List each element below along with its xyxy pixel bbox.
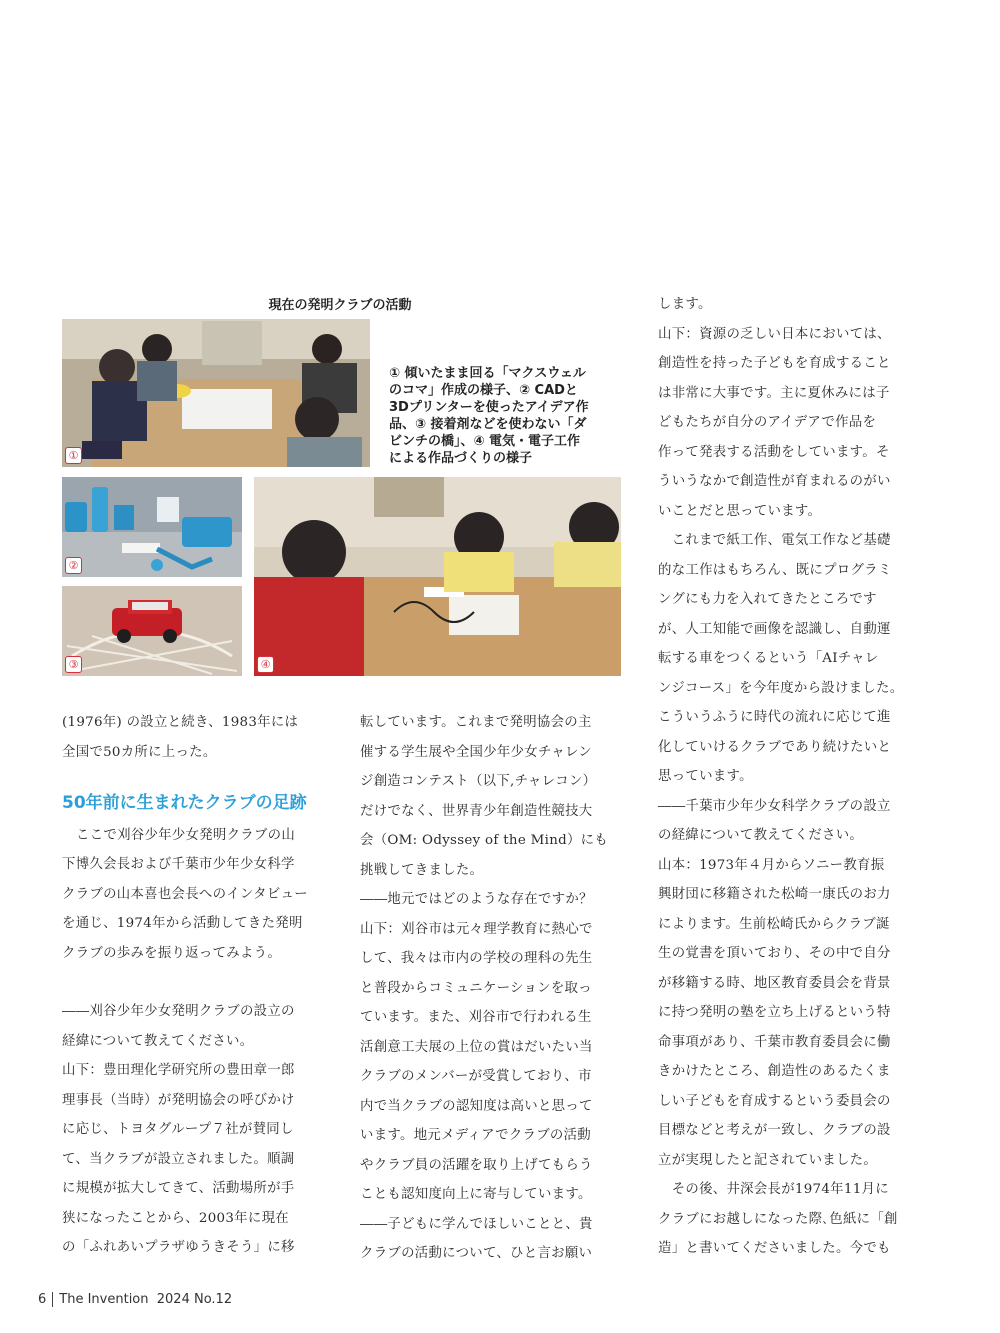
question-line: 経緯について教えてください。 [62, 1033, 254, 1049]
text-line: 山下：豊田理化学研究所の豊田章一郎 [62, 1063, 295, 1078]
question-line: ――刈谷少年少女発明クラブの設立の [62, 1004, 295, 1019]
text-line: 催する学生展や全国少年少女チャレン [360, 744, 593, 760]
question-line: クラブの活動について、ひと言お願い [360, 1246, 593, 1261]
text-line: は非常に大事です。主に夏休みには子 [658, 385, 890, 401]
text-line: の「ふれあいプラザゆうきそう」に移 [62, 1240, 295, 1255]
page-number: 6 [38, 1292, 47, 1307]
caption-line: 品、③ 接着剤などを使わない「ダ [389, 417, 587, 432]
text-line: きかけたところ、創造性のあるたくま [658, 1064, 891, 1079]
photos-title: 現在の発明クラブの活動 [268, 298, 412, 313]
text-line: します。 [658, 297, 712, 312]
text-line: だけでなく、世界青少年創造性競技大 [360, 803, 593, 819]
text-line: こういうふうに時代の流れに応じて進 [658, 710, 891, 725]
text-line: 化していけるクラブであり続けたいと [658, 739, 892, 755]
text-line: ています。また、刈谷市で行われる生 [360, 1010, 592, 1025]
text-line: これまで紙工作、電気工作など基礎 [658, 533, 891, 548]
text-line: 下博久会長および千葉市少年少女科学 [62, 857, 295, 872]
text-line: 思っています。 [658, 769, 753, 784]
text-line: が移籍する時、地区教育委員会を背景 [658, 975, 891, 991]
text-line: によります。生前松崎氏からクラブ誕 [658, 916, 890, 932]
text-line: に持つ発明の塾を立ち上げるという特 [658, 1005, 891, 1020]
text-line: と普段からコミュニケーションを取っ [360, 980, 592, 996]
photo-number-2: ② [65, 557, 82, 574]
text-line: (1976年) の設立と続き、1983年には [62, 715, 299, 730]
text-line: 創造性を持った子どもを育成すること [658, 356, 891, 371]
caption-line: ビンチの橋」、④ 電気・電子工作 [389, 434, 581, 449]
text-line: 興財団に移籍された松崎一康氏のお力 [658, 887, 891, 902]
text-line: 作って発表する活動をしています。そ [658, 444, 890, 460]
text-line: クラブのメンバーが受賞しており、市 [360, 1069, 592, 1084]
text-line: 内で当クラブの認知度は高いと思って [360, 1098, 593, 1114]
text-line: ンジコース」を今年度から設けました。 [658, 680, 904, 696]
photo-2-image [62, 477, 242, 577]
text-line: て、当クラブが設立されました。順調 [62, 1151, 295, 1167]
text-line: いことだと思っています。 [658, 503, 822, 519]
text-line: クラブの歩みを振り返ってみよう。 [62, 945, 282, 961]
caption-line: のコマ」作成の様子、② CADと [389, 383, 578, 398]
text-line: して、我々は市内の学校の理科の先生 [360, 951, 593, 966]
text-line: 命事項があり、千葉市教育委員会に働 [658, 1034, 891, 1050]
text-line: ここで刈谷少年少女発明クラブの山 [76, 827, 296, 843]
footer-divider [52, 1292, 53, 1307]
page-footer [38, 1292, 232, 1307]
text-line: に応じ、トヨタグループ７社が賛同し [62, 1122, 294, 1137]
text-line: 全国で50カ所に上った。 [62, 744, 217, 760]
text-line: います。地元メディアでクラブの活動 [360, 1128, 591, 1143]
text-line: やクラブ員の活躍を取り上げてもらう [360, 1157, 593, 1173]
text-line: ことも認知度向上に寄与しています。 [360, 1187, 592, 1202]
photo-3-davinci-bridge [62, 586, 242, 676]
text-line: 活創意工夫展の上位の賞はだいたい当 [360, 1039, 593, 1055]
caption-line: 3Dプリンターを使ったアイデア作 [389, 400, 589, 415]
text-line: クラブにお越しになった際､色紙に「創 [658, 1211, 898, 1227]
photo-number-1: ① [65, 447, 82, 464]
text-column-2 [360, 708, 622, 1269]
photo-3-image [62, 586, 242, 676]
text-line: に規模が拡大してきて、活動場所が手 [62, 1181, 295, 1196]
paragraph-gap [62, 968, 324, 997]
text-line: 転する車をつくるという「AIチャレ [658, 651, 879, 666]
text-line: ういうなかで創造性が育まれるのがい [658, 474, 891, 489]
photo-4-electronics-workshop [254, 477, 621, 676]
text-line: どもたちが自分のアイデアで作品を [658, 415, 877, 430]
question-line: ――千葉市少年少女科学クラブの設立 [658, 798, 891, 814]
text-line: 立が実現したと記されていました。 [658, 1152, 878, 1168]
text-line: ジ創造コンテスト（以下,チャレコン） [360, 774, 597, 789]
text-line: 山本：1973年４月からソニー教育振 [658, 857, 885, 873]
caption-line: ① 傾いたまま回る「マクスウェル [389, 366, 586, 381]
photo-2-3d-printed-parts [62, 477, 242, 577]
text-column-1 [62, 708, 324, 1263]
section-heading: 50年前に生まれたクラブの足跡 [62, 793, 307, 813]
text-line: 生の覚書を頂いており、その中で自分 [658, 946, 891, 961]
text-line: 山下：資源の乏しい日本においては、 [658, 326, 891, 342]
photo-caption [389, 365, 621, 467]
text-line: クラブの山本喜也会長へのインタビュー [62, 886, 308, 902]
question-line: の経緯について教えてください。 [658, 828, 864, 843]
text-line: を通じ、1974年から活動してきた発明 [62, 916, 303, 931]
text-line: 狭になったことから、2003年に現在 [62, 1210, 289, 1226]
text-line: 造」と書いてくださいました。今でも [658, 1241, 891, 1256]
text-column-3 [658, 290, 920, 1264]
text-line: 山下：刈谷市は元々理学教育に熱心で [360, 921, 593, 937]
text-line: しい子どもを育成するという委員会の [658, 1093, 891, 1109]
photo-1-image [62, 319, 370, 467]
text-line: 挑戦してきました。 [360, 862, 484, 878]
photo-1-maxwell-top [62, 319, 370, 467]
text-line: ングにも力を入れてきたところです [658, 592, 877, 607]
text-line: 目標などと考えが一致し、クラブの設 [658, 1123, 891, 1138]
text-line: 的な工作はもちろん、既にプログラミ [658, 562, 892, 578]
text-line: その後、井深会長が1974年11月に [658, 1182, 889, 1197]
text-line: 会（OM: Odyssey of the Mind）にも [360, 833, 609, 848]
photo-number-3: ③ [65, 656, 82, 673]
text-line: が、人工知能で画像を認識し、自動運 [658, 621, 891, 637]
question-line: ――子どもに学んでほしいことと、貴 [360, 1216, 593, 1232]
photo-4-image [254, 477, 621, 676]
magazine-name: The Invention 2024 No.12 [59, 1292, 233, 1307]
caption-line: による作品づくりの様子 [389, 451, 533, 466]
question-line: ――地元ではどのような存在ですか？ [360, 892, 593, 907]
photo-number-4: ④ [257, 656, 274, 673]
text-line: 理事長（当時）が発明協会の呼びかけ [62, 1092, 295, 1108]
text-line: 転しています。これまで発明協会の主 [360, 715, 592, 730]
